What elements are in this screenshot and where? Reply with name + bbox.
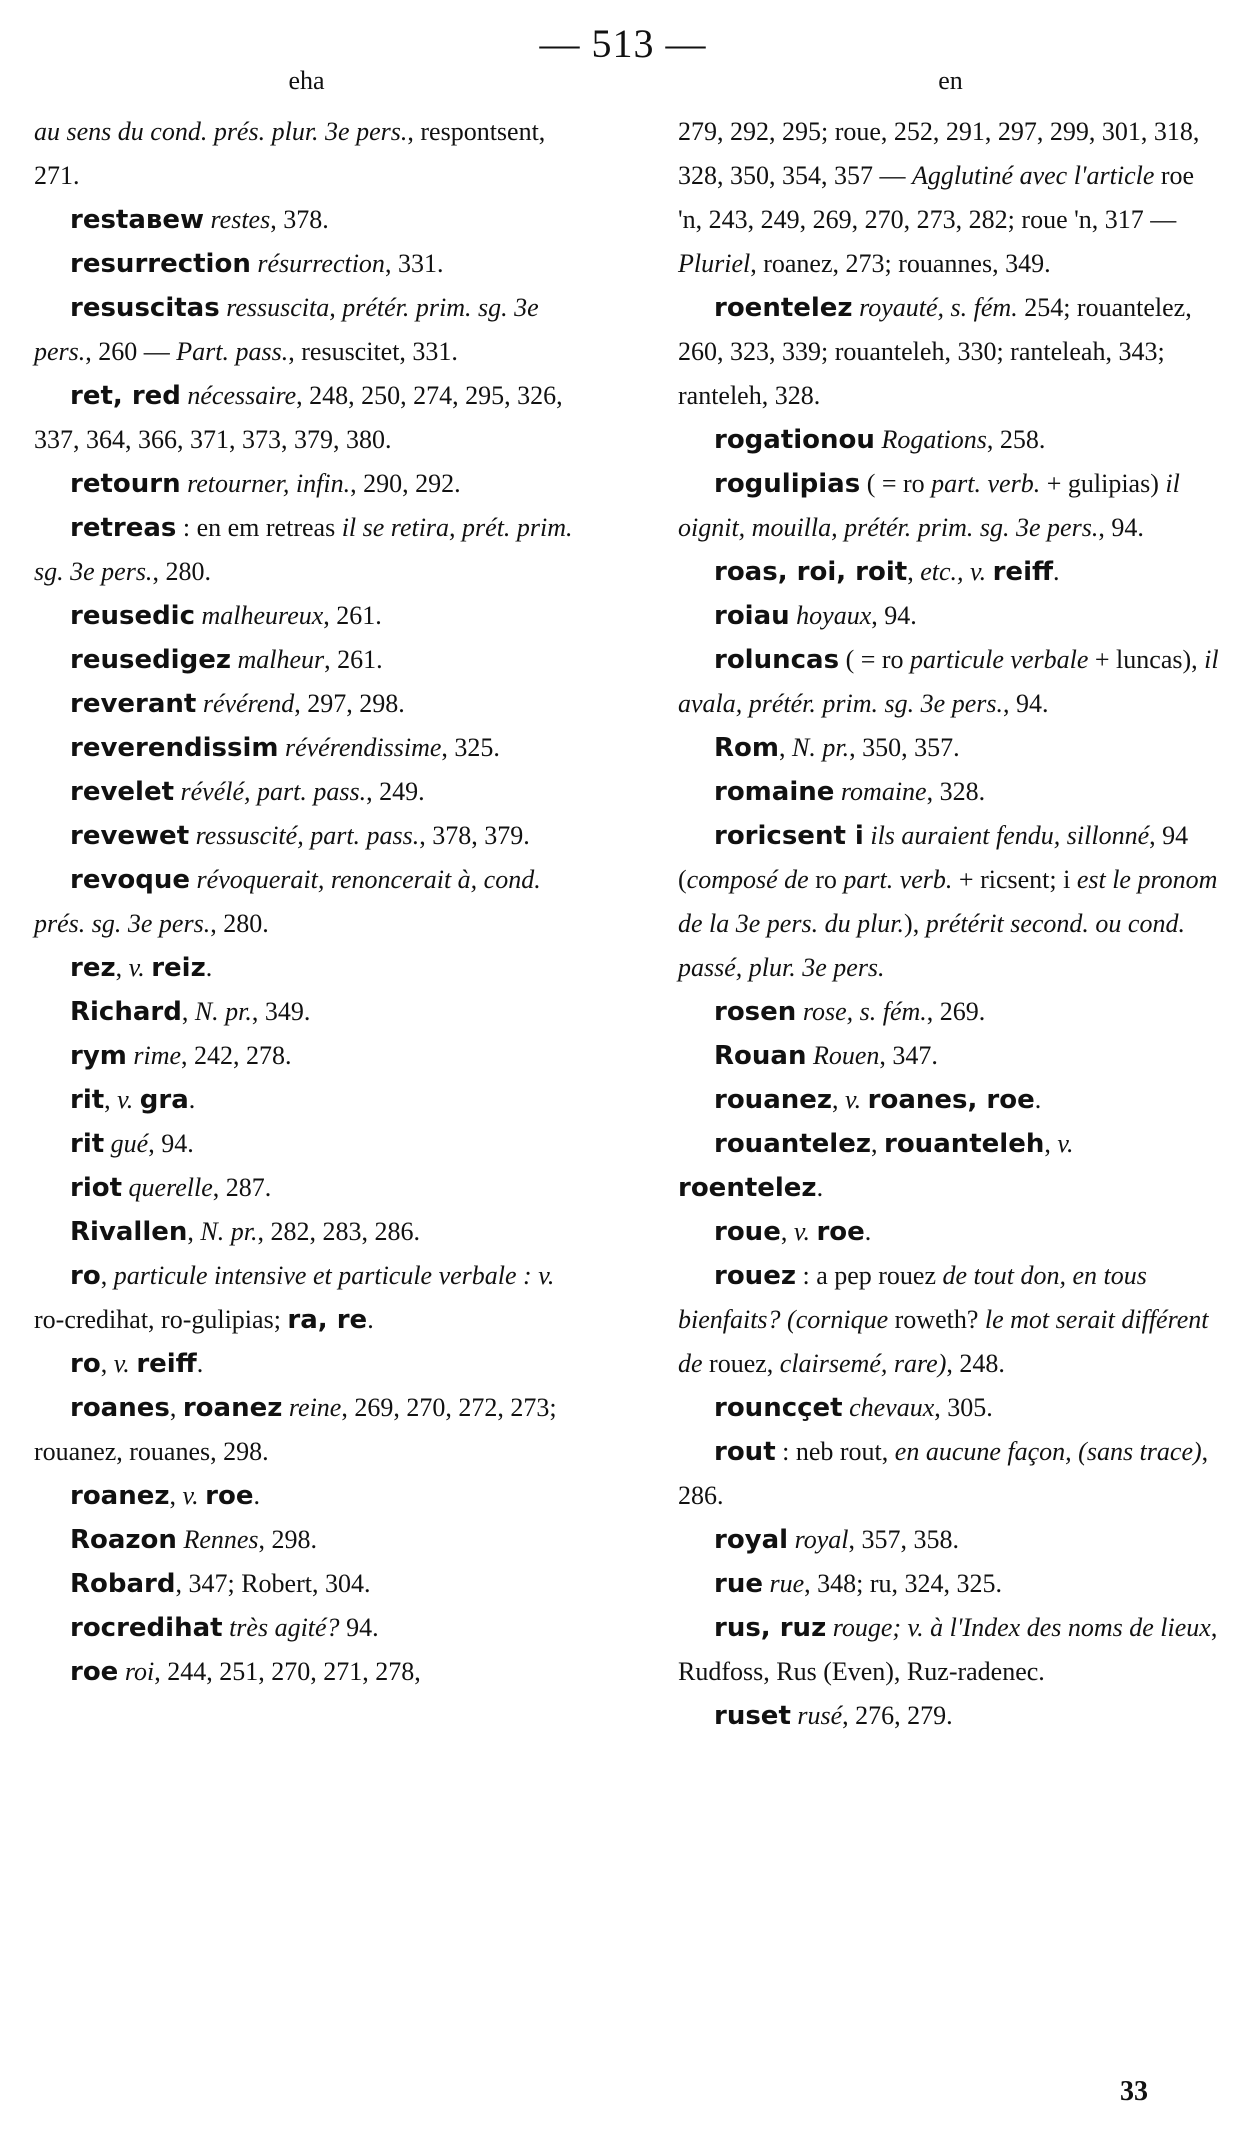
headword: restaʙew [70,205,205,235]
headword: Rivallen [70,1217,188,1247]
headword: roanez [182,1393,283,1423]
dictionary-entry [678,1694,1223,1738]
headword: royal [714,1525,789,1555]
headword: roanez [70,1481,170,1511]
entry-text: , 298. [258,1525,318,1554]
headword: Roazon [70,1525,177,1555]
entry-text: . [864,1217,872,1246]
entry-text: , 94. [148,1129,194,1158]
entry-text: roweth? [888,1305,985,1334]
entry-text: rouez, [702,1349,780,1378]
entry-text: roe 'n, 243, 249, 269, 270, 273, 282; roue 'n, 317 — [678,161,1195,234]
headword: rouantelez [714,1129,871,1159]
entry-text: , 248, 250, 274, 295, 326, 337, 364, 366, 371, 373, 379, 380. [34,381,563,454]
entry-text: , [907,557,921,586]
italic-gloss: il oignit, mouilla, prétér. prim. sg. 3e pers. [678,469,1180,542]
italic-gloss: composé de [686,865,809,894]
entry-text: . [205,953,213,982]
entry-text: . [1034,1085,1042,1114]
entry-text: , resuscitet, 331. [288,337,458,366]
headword: rosen [714,997,797,1027]
entry-text: , 331. [384,249,444,278]
dictionary-entry [34,814,579,858]
signature-mark: 33 [1120,2076,1148,2107]
entry-text: , 378, 379. [419,821,530,850]
right-column [678,66,1223,1738]
headword: reiff [136,1349,197,1379]
dictionary-entry [678,1386,1223,1430]
headword: rouez [714,1261,796,1291]
dictionary-entry [34,1078,579,1122]
entry-text: , 261. [323,601,382,630]
dictionary-entry [678,770,1223,814]
italic-gloss: Part. pass. [176,337,289,366]
italic-gloss: révérend [202,689,295,718]
entry-text: ), [904,909,926,938]
italic-gloss: au sens du cond. prés. plur. 3e pers. [34,117,408,146]
dictionary-entry [678,594,1223,638]
entry-text: , 378. [270,205,329,234]
dictionary-entry [34,462,579,506]
italic-gloss: rose, s. fém. [802,997,927,1026]
headword: reverant [70,689,197,719]
italic-gloss: prétérit second. ou cond. passé, plur. 3e pers. [678,909,1185,982]
entry-text: , [1044,1129,1058,1158]
italic-gloss: v. [1057,1129,1074,1158]
italic-gloss: est le pronom de la 3e pers. du plur. [678,865,1218,938]
entry-text: , [100,1349,114,1378]
entry-text: . [367,1305,374,1334]
entry-text: , 290, 292. [350,469,461,498]
headword: roiau [714,601,790,631]
headword: resuscitas [70,293,220,323]
entry-text: , [778,733,792,762]
entry-text: : a pep rouez [795,1261,943,1290]
right-entries [678,110,1223,1738]
entry-text: , [104,1085,118,1114]
entry-text: , 260 — [85,337,177,366]
italic-gloss: de tout don, en tous bienfaits? (cornique [678,1261,1147,1334]
italic-gloss: clairsemé, rare) [779,1349,947,1378]
italic-gloss: royal [794,1525,849,1554]
headword: romaine [714,777,835,807]
entry-text: , 94. [1002,689,1049,718]
entry-text: . [1053,557,1060,586]
dictionary-entry [34,110,579,198]
headword: revewet [70,821,190,851]
dictionary-entry [34,198,579,242]
dictionary-entry [678,1254,1223,1386]
entry-text: , [187,1217,201,1246]
dictionary-entry [678,110,1223,286]
italic-gloss: rue [769,1569,805,1598]
headword: reverendissim [70,733,279,763]
entry-text: ro [808,865,844,894]
italic-gloss: v. [117,1085,134,1114]
italic-gloss: roi [124,1657,155,1686]
italic-gloss: particule intensive et particule verbale : v. [113,1261,555,1290]
italic-gloss: ils auraient fendu, sillonné [870,821,1150,850]
headword: roricsent i [714,821,864,851]
entry-text: , 258. [986,425,1046,454]
left-entries [34,110,579,1694]
entry-text: , 328. [926,777,986,806]
headword: Rom [714,733,779,763]
entry-text: , 347. [879,1041,938,1070]
right-running-head: en [938,66,963,95]
entry-text: , roanez, 273; rouannes, 349. [750,249,1051,278]
entry-text: , 276, 279. [842,1701,953,1730]
dictionary-entry [678,286,1223,418]
italic-gloss: Rouen [812,1041,880,1070]
italic-gloss: résurrection [257,249,385,278]
entry-text: , [832,1085,846,1114]
headword: reiz [151,953,206,983]
entry-text: , [169,1481,183,1510]
dictionary-entry [34,1210,579,1254]
entry-text: , 261. [324,645,383,674]
headword: gra [139,1085,189,1115]
headword: roue [714,1217,781,1247]
italic-gloss: etc., v. [920,557,987,586]
dictionary-entry [678,1078,1223,1122]
entry-text: , 282, 283, 286. [257,1217,420,1246]
dictionary-entry [678,1518,1223,1562]
entry-text: , 269. [926,997,986,1026]
italic-gloss: malheureux [201,601,324,630]
dictionary-entry [678,1562,1223,1606]
italic-gloss: restes [210,205,271,234]
italic-gloss: Pluriel [678,249,751,278]
entry-text: , 305. [934,1393,993,1422]
italic-gloss: ressuscita, prétér. prim. sg. 3e pers. [34,293,539,366]
dictionary-entry [34,242,579,286]
headword: reusedic [70,601,196,631]
entry-text: , 94. [871,601,917,630]
entry-text: , 248. [946,1349,1005,1378]
headword: rogationou [714,425,875,455]
italic-gloss: très agité? [229,1613,340,1642]
italic-gloss: N. pr. [200,1217,258,1246]
headword: ret, red [70,381,181,411]
entry-text: 279, 292, 295; roue, 252, 291, 297, 299, 301, 318, 328, 350, 354, 357 — [678,117,1200,190]
dictionary-entry [678,1210,1223,1254]
italic-gloss: nécessaire [187,381,297,410]
entry-text: , 269, 270, 272, 273; rouanez, rouanes, 298. [34,1393,557,1466]
italic-gloss: particule verbale [910,645,1089,674]
entry-text: , [115,953,129,982]
entry-text: : neb rout, [775,1437,895,1466]
entry-text: , 94. [1098,513,1144,542]
headword: rue [714,1569,763,1599]
dictionary-entry [678,726,1223,770]
entry-text: , 348; ru, 324, 325. [804,1569,1003,1598]
dictionary-entry [34,1166,579,1210]
entry-text: ( = ro [860,469,932,498]
entry-text: ( = ro [839,645,911,674]
headword: roentelez [678,1173,817,1203]
dictionary-entry [678,1034,1223,1078]
dictionary-entry [34,726,579,770]
italic-gloss: révérendissime [284,733,442,762]
dictionary-entry [34,858,579,946]
italic-gloss: retourner, infin. [187,469,351,498]
italic-gloss: gué [110,1129,149,1158]
page-number: — 513 — [539,21,707,66]
entry-text: , 287. [212,1173,272,1202]
dictionary-entry [678,462,1223,550]
italic-gloss: Agglutiné avec l'article [912,161,1155,190]
dictionary-entry [678,418,1223,462]
dictionary-entry [34,682,579,726]
entry-text: , [169,1393,183,1422]
dictionary-entry [678,990,1223,1034]
entry-text: , [100,1261,114,1290]
dictionary-entry [678,1122,1223,1210]
italic-gloss: royauté, s. fém. [859,293,1018,322]
headword: roanes, roe [867,1085,1035,1115]
headword: reiff [992,557,1054,587]
left-column [34,66,579,1694]
entry-text: , 244, 251, 270, 271, 278, [154,1657,421,1686]
headword: rouanez [714,1085,833,1115]
dictionary-entry [678,1606,1223,1694]
dictionary-entry [34,990,579,1034]
italic-gloss: v. [113,1349,130,1378]
italic-gloss: rouge; v. à l'Index des noms de lieux [832,1613,1211,1642]
entry-text: , 280. [210,909,269,938]
italic-gloss: romaine [840,777,927,806]
italic-gloss: malheur [237,645,325,674]
italic-gloss: il se retira, prét. prim. sg. 3e pers. [34,513,573,586]
dictionary-entry [34,286,579,374]
italic-gloss: v. [845,1085,862,1114]
entry-text: . [188,1085,196,1114]
italic-gloss: le mot serait différent de [678,1305,1209,1378]
headword: rit [70,1129,105,1159]
headword: ruset [714,1701,791,1731]
italic-gloss: N. pr. [194,997,252,1026]
entry-text: ro-credihat, ro-gulipias; [34,1305,288,1334]
italic-gloss: il avala, prétér. prim. sg. 3e pers. [678,645,1219,718]
italic-gloss: part. verb. [931,469,1041,498]
italic-gloss: reine [288,1393,342,1422]
italic-gloss: révélé, part. pass. [180,777,367,806]
italic-gloss: querelle [128,1173,213,1202]
headword: rouncçet [714,1393,843,1423]
headword: riot [70,1173,123,1203]
entry-text: , [871,1129,884,1158]
dictionary-entry [678,1430,1223,1518]
headword: Robard [70,1569,176,1599]
headword: rocredihat [70,1613,223,1643]
headword: roentelez [714,293,853,323]
headword: revelet [70,777,175,807]
headword: rout [714,1437,776,1467]
entry-text: , 286. [678,1437,1209,1510]
headword: resurrection [70,249,251,279]
headword: ro [70,1349,101,1379]
italic-gloss: en aucune façon, (sans trace) [894,1437,1202,1466]
entry-text: , 350, 357. [849,733,960,762]
dictionary-entry [34,1562,579,1606]
entry-text: , 349. [251,997,311,1026]
headword: reusedigez [70,645,231,675]
headword: roluncas [714,645,840,675]
entry-text: , 325. [441,733,500,762]
italic-gloss: N. pr. [791,733,850,762]
entry-text: , 280. [152,557,211,586]
headword: roe [70,1657,119,1687]
dictionary-entry [34,1034,579,1078]
entry-text: . [196,1349,204,1378]
headword: rez [70,953,116,983]
italic-gloss: chevaux [849,1393,935,1422]
entry-text: , 94 ( [678,821,1189,894]
dictionary-entry [34,1650,579,1694]
entry-text: , [780,1217,794,1246]
headword: ro [70,1261,101,1291]
italic-gloss: Rogations [881,425,987,454]
headword: ra, re [287,1305,368,1335]
dictionary-entry [34,638,579,682]
dictionary-entry [678,814,1223,990]
entry-text: . [816,1173,824,1202]
dictionary-entry [34,506,579,594]
entry-text: 254; rouantelez, 260, 323, 339; rouanteleh, 330; ranteleah, 343; ranteleh, 328. [678,293,1192,410]
italic-gloss: v. [182,1481,199,1510]
headword: roanes [70,1393,170,1423]
italic-gloss: v. [793,1217,810,1246]
left-running-head: eha [288,66,325,95]
headword: retourn [70,469,181,499]
dictionary-entry [34,1386,579,1474]
entry-text: + ricsent; i [952,865,1077,894]
headword: roas, roi, roit [714,557,908,587]
dictionary-entry [34,594,579,638]
entry-text: + gulipias) [1040,469,1166,498]
headword: revoque [70,865,191,895]
dictionary-entry [34,1342,579,1386]
italic-gloss: révoquerait, renoncerait à, cond. prés. sg. 3e pers. [34,865,541,938]
headword: rit [70,1085,105,1115]
dictionary-entry [34,1122,579,1166]
dictionary-entry [34,946,579,990]
entry-text: , [181,997,195,1026]
entry-text: , 297, 298. [294,689,405,718]
dictionary-entry [34,1474,579,1518]
entry-text: , respontsent, 271. [34,117,546,190]
dictionary-entry [678,638,1223,726]
entry-text: , 357, 358. [848,1525,960,1554]
headword: roe [205,1481,254,1511]
dictionary-entry [34,374,579,462]
dictionary-entry [34,1606,579,1650]
headword: Richard [70,997,182,1027]
entry-text: : en em retreas [176,513,342,542]
italic-gloss: rime [133,1041,182,1070]
italic-gloss: rusé [797,1701,843,1730]
italic-gloss: v. [128,953,145,982]
entry-text: , 242, 278. [181,1041,292,1070]
headword: Rouan [714,1041,807,1071]
entry-text: , 249. [366,777,425,806]
italic-gloss: part. verb. [843,865,953,894]
dictionary-entry [34,770,579,814]
entry-text: , 347; Robert, 304. [175,1569,371,1598]
entry-text: + luncas), [1088,645,1205,674]
italic-gloss: ressuscité, part. pass. [195,821,420,850]
dictionary-entry [34,1518,579,1562]
entry-text: 94. [339,1613,379,1642]
headword: retreas [70,513,177,543]
dictionary-entry [678,550,1223,594]
headword: rouanteleh [884,1129,1045,1159]
headword: roe [816,1217,865,1247]
entry-text: , Rudfoss, Rus (Even), Ruz-radenec. [678,1613,1218,1686]
italic-gloss: Rennes [183,1525,259,1554]
italic-gloss: hoyaux [796,601,872,630]
headword: rus, ruz [714,1613,827,1643]
entry-text: . [253,1481,260,1510]
headword: rym [70,1041,127,1071]
dictionary-entry [34,1254,579,1342]
headword: rogulipias [714,469,861,499]
